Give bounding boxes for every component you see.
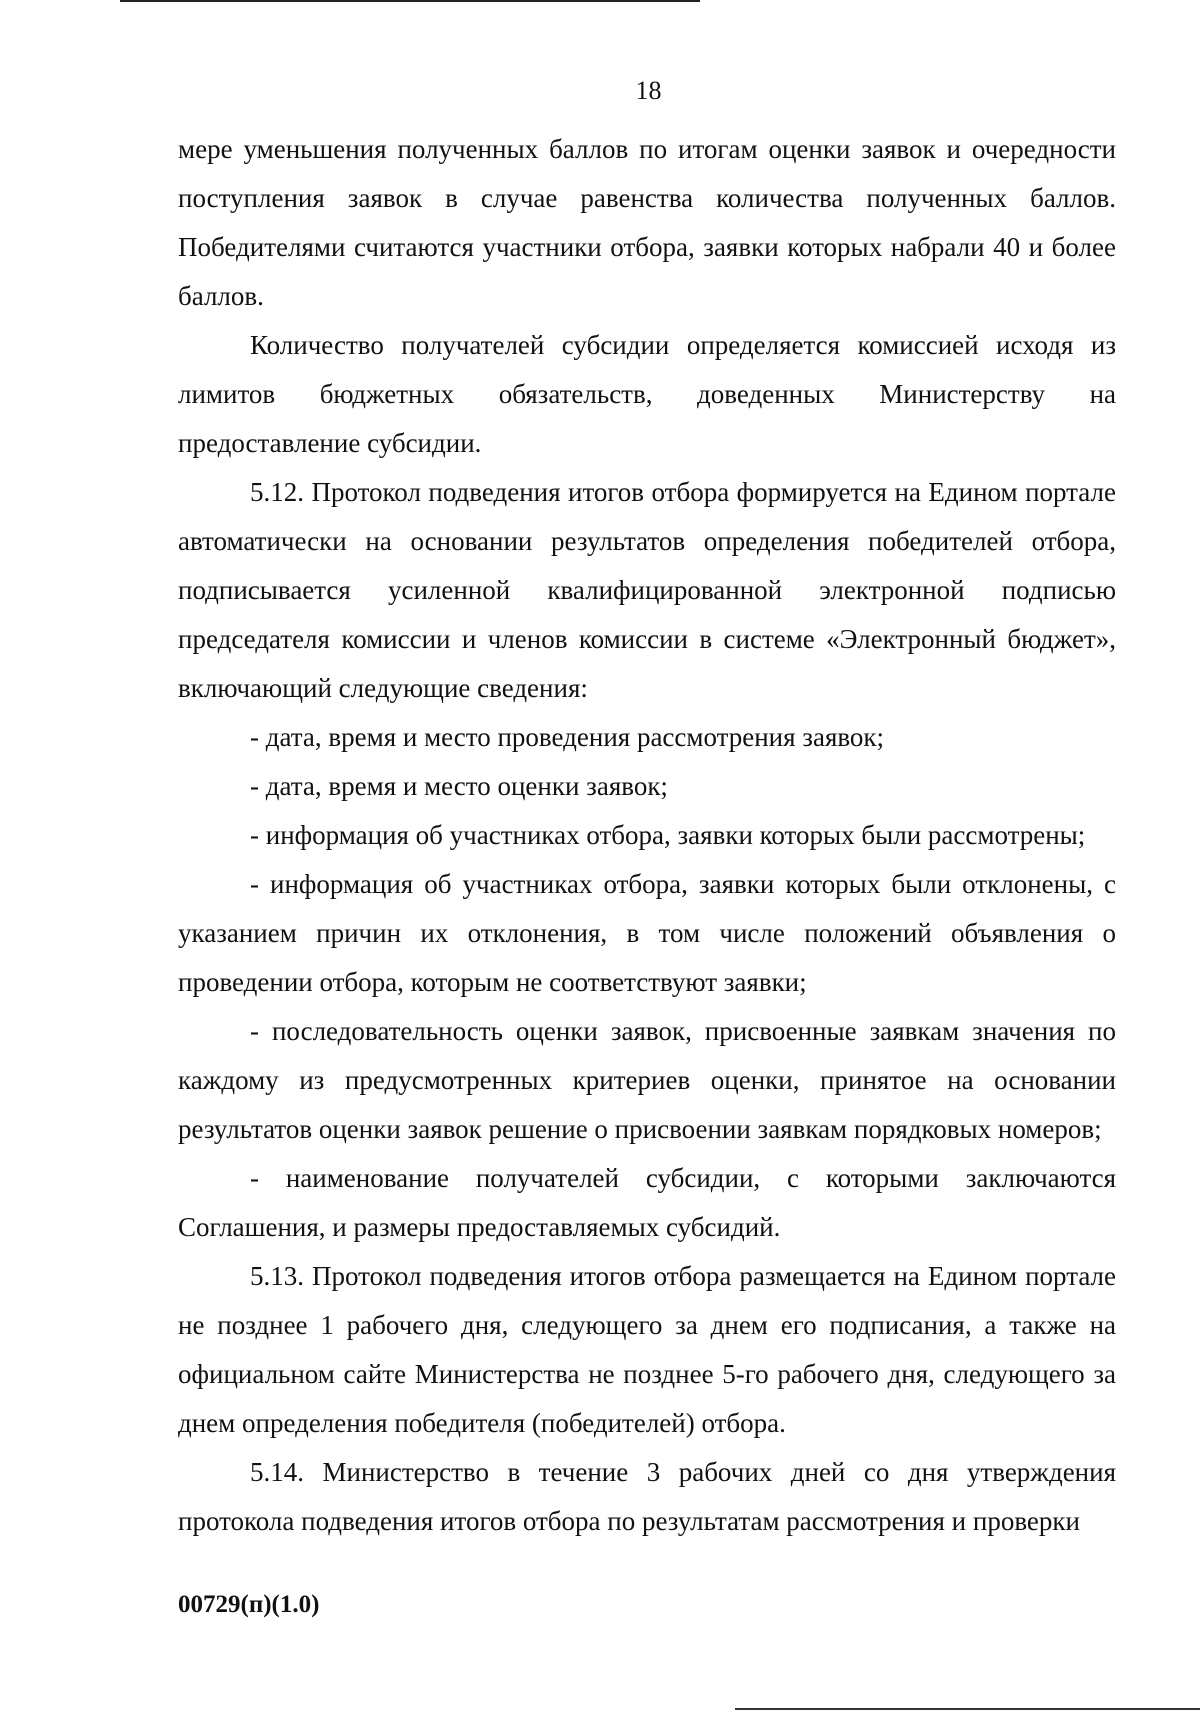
paragraph-continuation: мере уменьшения полученных баллов по итогам оценки заявок и очередности поступления заявок в случае равенства количества полученных баллов. Победителями считаются участники отбора, заявки которых набрали 40 и более баллов. — [178, 134, 1116, 311]
document-code: 00729(п)(1.0) — [178, 1591, 320, 1618]
document-body — [178, 125, 1116, 1546]
list-item-evaluation-date: - дата, время и место оценки заявок; — [250, 771, 668, 801]
list-item-reviewed-participants: - информация об участниках отбора, заявки которых были рассмотрены; — [250, 820, 1086, 850]
paragraph-5-12: 5.12. Протокол подведения итогов отбора формируется на Едином портале автоматически на основании результатов определения победителей отбора, подписывается усиленной квалифицированной электронной подписью председателя комиссии и членов комиссии в системе «Электронный бюджет», включающий следующие сведения: — [178, 477, 1116, 703]
list-item-recipients: - наименование получателей субсидии, с которыми заключаются Соглашения, и размеры предоставляемых субсидий. — [178, 1163, 1116, 1242]
list-item-review-date: - дата, время и место проведения рассмотрения заявок; — [250, 722, 885, 752]
paragraph-recipients-count: Количество получателей субсидии определяется комиссией исходя из лимитов бюджетных обязательств, доведенных Министерству на предоставление субсидии. — [178, 330, 1116, 458]
scan-edge-line-bottom — [735, 1708, 1200, 1710]
list-item-evaluation-sequence: - последовательность оценки заявок, присвоенные заявкам значения по каждому из предусмотренных критериев оценки, принятое на основании результатов оценки заявок решение о присвоении заявкам порядковых номеров; — [178, 1016, 1116, 1144]
list-item-rejected-participants: - информация об участниках отбора, заявки которых были отклонены, с указанием причин их отклонения, в том числе положений объявления о проведении отбора, которым не соответствуют заявки; — [178, 869, 1116, 997]
paragraph-5-14: 5.14. Министерство в течение 3 рабочих дней со дня утверждения протокола подведения итогов отбора по результатам рассмотрения и проверки — [178, 1457, 1116, 1536]
paragraph-5-13: 5.13. Протокол подведения итогов отбора размещается на Едином портале не позднее 1 рабочего дня, следующего за днем его подписания, а также на официальном сайте Министерства не позднее 5-го рабочего дня, следующего за днем определения победителя (победителей) отбора. — [178, 1261, 1116, 1438]
scan-edge-line-top — [120, 0, 700, 2]
page-number: 18 — [635, 76, 662, 105]
